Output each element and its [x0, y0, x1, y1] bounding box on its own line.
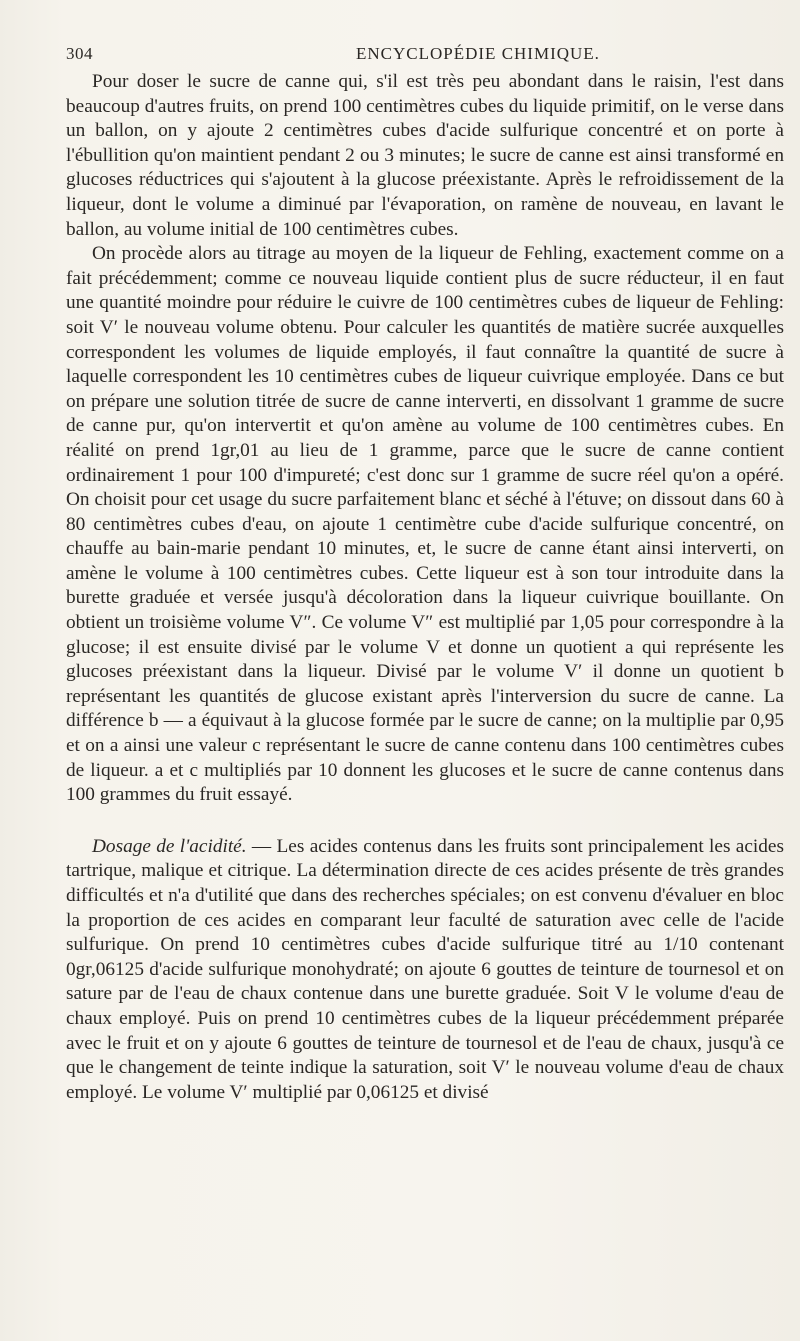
page-number: 304: [66, 44, 93, 63]
section-text: — Les acides contenus dans les fruits sont principalement les acides tartrique, malique et citrique. La détermination directe de ces acides présente de très grandes difficultés et n'a d'utilité que dans des recherches spéciales; on est convenu d'évaluer en bloc la proportion de ces acides en comparant leur faculté de saturation avec celle de l'acide sulfurique. On prend 10 centimètres cubes d'acide sulfurique titré au 1/10 contenant 0gr,06125 d'acide sulfurique monohydraté; on ajoute 6 gouttes de teinture de tournesol et on sature par de l'eau de chaux contenue dans une burette graduée. Soit V le volume d'eau de chaux employé. Puis on prend 10 centimètres cubes de la liqueur précédemment préparée avec le fruit et on y ajoute 6 gouttes de teinture de tournesol et de l'eau de chaux, jusqu'à ce que le changement de teinte indique la saturation, soit V′ le nouveau volume d'eau de chaux employé. Le volume V′ multiplié par 0,06125 et divisé: [66, 835, 784, 1103]
paragraph-dosage-acidite: [66, 835, 784, 1106]
paragraph-sucre-de-canne: Pour doser le sucre de canne qui, s'il est très peu abondant dans le raisin, l'est dans beaucoup d'autres fruits, on prend 100 centimètres cubes du liquide primitif, on le verse dans un ballon, on y ajoute 2 centimètres cubes d'acide sulfurique concentré et on porte à l'ébullition qu'on maintient pendant 2 ou 3 minutes; le sucre de canne est ainsi transformé en glucoses réductrices qui s'ajoutent à la glucose préexistante. Après le refroidissement de la liqueur, dont le volume a diminué par l'évaporation, on ramène de nouveau, en lavant le ballon, au volume initial de 100 centimètres cubes.: [66, 71, 784, 240]
paragraph-titrage-fehling: On procède alors au titrage au moyen de la liqueur de Fehling, exactement comme on a fait précédemment; comme ce nouveau liquide contient plus de sucre réducteur, il en faut une quantité moindre pour réduire le cuivre de 100 centimètres cubes de liqueur de Fehling: soit V′ le nouveau volume obtenu. Pour calculer les quantités de matière sucrée auxquelles correspondent les volumes de liquide employés, il faut connaître la quantité de sucre à laquelle correspondent les 10 centimètres cubes de liqueur cuivrique employée. Dans ce but on prépare une solution titrée de sucre de canne interverti, en dissolvant 1 gramme de sucre de canne pur, qu'on intervertit et qu'on amène au volume de 100 centimètres cubes. En réalité on prend 1gr,01 au lieu de 1 gramme, parce que le sucre de canne contient ordinairement 1 pour 100 d'impureté; c'est donc sur 1 gramme de sucre réel qu'on a opéré. On choisit pour cet usage du sucre parfaitement blanc et séché à l'étuve; on dissout dans 60 à 80 centimètres cubes d'eau, on ajoute 1 centimètre cube d'acide sulfurique concentré, on chauffe au bain-marie pendant 10 minutes, et, le sucre de canne étant ainsi interverti, on amène le volume à 100 centimètres cubes. Cette liqueur est à son tour introduite dans la burette graduée et versée jusqu'à décoloration dans la liqueur cuivrique bouillante. On obtient un troisième volume V″. Ce volume V″ est multiplié par 1,05 pour correspondre à la glucose; il est ensuite divisé par le volume V et donne un quotient a qui représente les glucoses préexistant dans la liqueur. Divisé par le volume V′ il donne un quotient b représentant les quantités de glucose existant après l'interversion du sucre de canne. La différence b — a équivaut à la glucose formée par le sucre de canne; on la multiplie par 0,95 et on a ainsi une valeur c représentant le sucre de canne contenu dans 100 centimètres cubes de liqueur. a et c multipliés par 10 donnent les glucoses et le sucre de canne contenus dans 100 grammes du fruit essayé.: [66, 243, 784, 806]
body-text: [66, 70, 784, 1105]
running-title: ENCYCLOPÉDIE CHIMIQUE.: [356, 44, 600, 63]
page-header: [66, 44, 782, 70]
section-title: Dosage de l'acidité.: [92, 835, 247, 857]
